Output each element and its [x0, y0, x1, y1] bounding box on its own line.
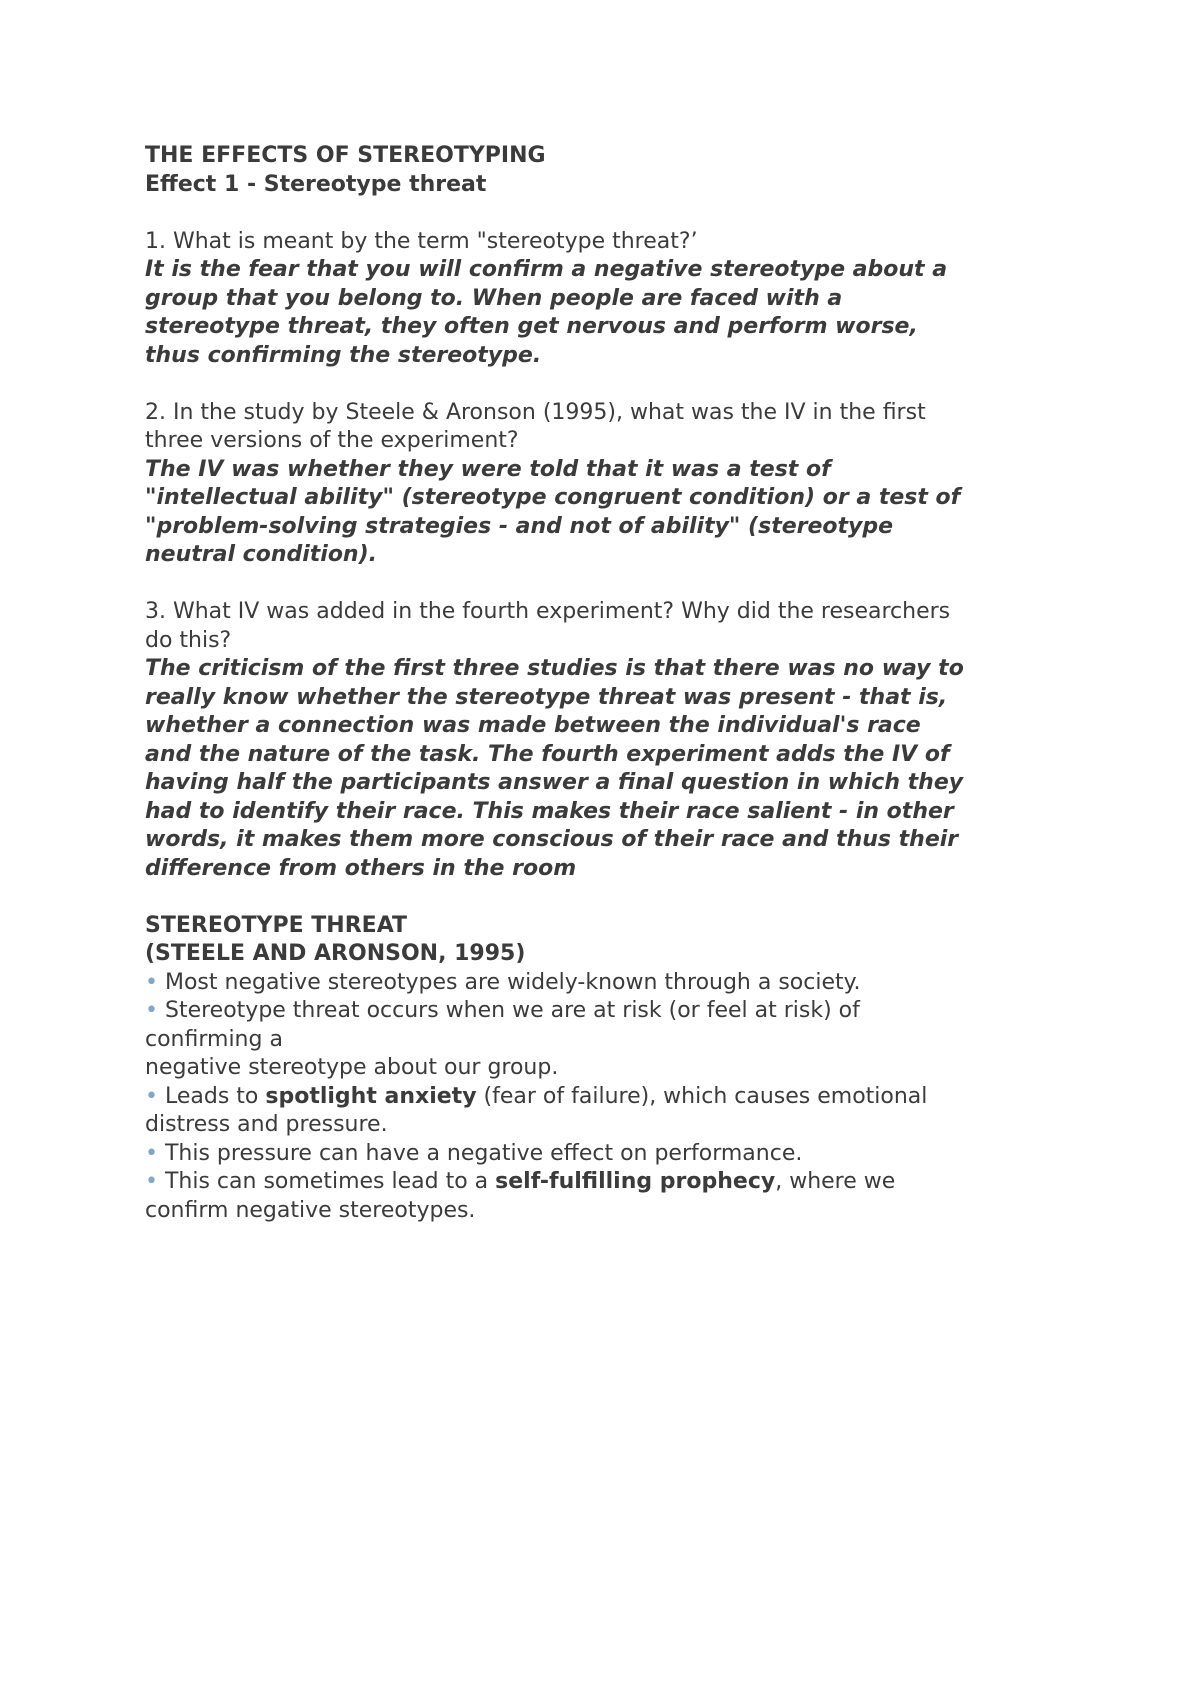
bullet-item: [145, 1140, 1065, 1169]
bullet-continuation: confirming a: [145, 1026, 283, 1052]
question-3-line: 3. What IV was added in the fourth experiment? Why did the researchers: [145, 599, 951, 624]
question-2-line: three versions of the experiment?: [145, 428, 519, 453]
bullet-icon: •: [145, 1083, 158, 1109]
spacer: [145, 883, 1065, 912]
question-1: 1. What is meant by the term "stereotype threat?’: [145, 228, 698, 254]
bullet-text: Leads to: [164, 1083, 266, 1109]
bullet-item: [145, 969, 1065, 998]
bullet-item: [145, 1083, 1065, 1112]
answer-2-line: "problem-solving strategies - and not of ability" (stereotype: [145, 513, 894, 539]
answer-2-line: The IV was whether they were told that it was a test of: [145, 456, 831, 482]
bullet-icon: •: [145, 969, 158, 995]
answer-1-line: group that you belong to. When people are faced with a: [145, 285, 843, 311]
document-subtitle: Effect 1 - Stereotype threat: [145, 171, 487, 197]
bullet-item: [145, 997, 1065, 1026]
answer-1-line: thus confirming the stereotype.: [145, 342, 542, 368]
bullet-text: , where we: [775, 1169, 896, 1194]
answer-3-line: having half the participants answer a final question in which they: [145, 770, 964, 795]
bullet-item: [145, 1168, 1065, 1197]
answer-3-line: and the nature of the task. The fourth experiment adds the IV of: [145, 741, 950, 767]
bullet-continuation: confirm negative stereotypes.: [145, 1197, 476, 1223]
bullet-continuation: negative stereotype about our group.: [145, 1055, 559, 1080]
section-title: STEREOTYPE THREAT: [145, 912, 408, 938]
answer-3-line: whether a connection was made between the individual's race: [145, 713, 921, 738]
answer-3-line: had to identify their race. This makes their race salient - in other: [145, 798, 954, 824]
answer-2-line: neutral condition).: [145, 542, 378, 567]
bullet-emphasis: spotlight anxiety: [265, 1083, 477, 1109]
spacer: [145, 570, 1065, 599]
bullet-text: (fear of failure), which causes emotional: [476, 1083, 928, 1109]
answer-3-line: difference from others in the room: [145, 855, 577, 881]
question-3-line: do this?: [145, 627, 232, 653]
spacer: [145, 199, 1065, 228]
answer-1-line: It is the fear that you will confirm a negative stereotype about a: [145, 257, 948, 282]
answer-3-line: really know whether the stereotype threat was present - that is,: [145, 684, 948, 710]
bullet-text: This can sometimes lead to a: [164, 1169, 496, 1194]
bullet-text: This pressure can have a negative effect on performance.: [164, 1140, 803, 1166]
bullet-icon: •: [145, 998, 158, 1023]
bullet-icon: •: [145, 1169, 158, 1194]
document-title: THE EFFECTS OF STEREOTYPING: [145, 143, 546, 168]
answer-3-line: The criticism of the first three studies is that there was no way to: [145, 656, 964, 681]
answer-1-line: stereotype threat, they often get nervous and perform worse,: [145, 314, 918, 339]
spacer: [145, 370, 1065, 399]
bullet-icon: •: [145, 1140, 158, 1166]
answer-3-line: words, it makes them more conscious of their race and thus their: [145, 827, 959, 852]
document-page: [145, 142, 1065, 1225]
bullet-emphasis: self-fulfilling prophecy: [495, 1169, 776, 1194]
bullet-text: Most negative stereotypes are widely-known through a society.: [164, 969, 861, 995]
section-subtitle: (STEELE AND ARONSON, 1995): [145, 941, 526, 966]
bullet-continuation: distress and pressure.: [145, 1112, 388, 1137]
question-2-line: 2. In the study by Steele & Aronson (1995), what was the IV in the first: [145, 399, 926, 425]
answer-2-line: "intellectual ability" (stereotype congruent condition) or a test of: [145, 485, 961, 510]
bullet-text: Stereotype threat occurs when we are at risk (or feel at risk) of: [164, 998, 860, 1023]
